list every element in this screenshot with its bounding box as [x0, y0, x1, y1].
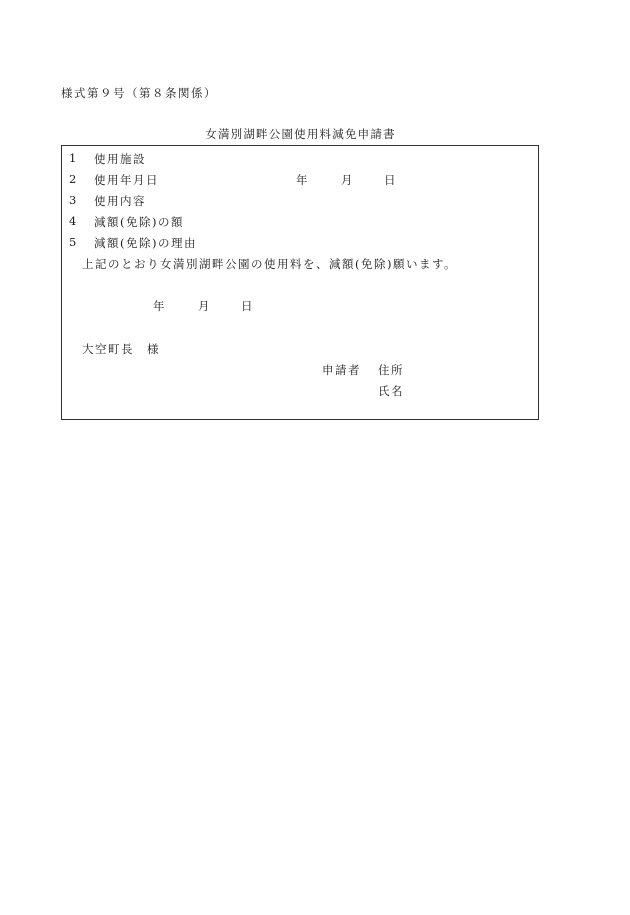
- applicant-address-label: 住所: [378, 363, 404, 377]
- item-label-usage-content: 使用内容: [94, 194, 146, 208]
- application-date-day: 日: [241, 299, 253, 313]
- item-label-usage-date: 使用年月日: [94, 173, 159, 187]
- form-number: 様式第９号（第８条関係）: [61, 86, 217, 100]
- item-label-facility: 使用施設: [94, 152, 146, 166]
- applicant-name-label: 氏名: [378, 384, 404, 398]
- item-label-reduction-amount: 減額(免除)の額: [94, 215, 184, 229]
- item-number: 3: [69, 193, 78, 207]
- usage-date-year: 年: [296, 173, 308, 187]
- usage-date-month: 月: [341, 173, 353, 187]
- item-number: 4: [69, 214, 78, 228]
- item-label-reduction-reason: 減額(免除)の理由: [94, 236, 197, 250]
- statement-text: 上記のとおり女満別湖畔公園の使用料を、減額(免除)願います。: [82, 257, 458, 271]
- form-box: [61, 145, 539, 420]
- usage-date-day: 日: [384, 173, 396, 187]
- application-date-month: 月: [198, 299, 210, 313]
- item-number: 1: [69, 151, 78, 165]
- item-number: 5: [69, 235, 78, 249]
- application-date-year: 年: [153, 299, 165, 313]
- addressee: 大空町長 様: [82, 342, 160, 356]
- item-number: 2: [69, 172, 78, 186]
- document-title: 女満別湖畔公園使用料減免申請書: [205, 127, 396, 141]
- applicant-label: 申請者: [322, 363, 361, 377]
